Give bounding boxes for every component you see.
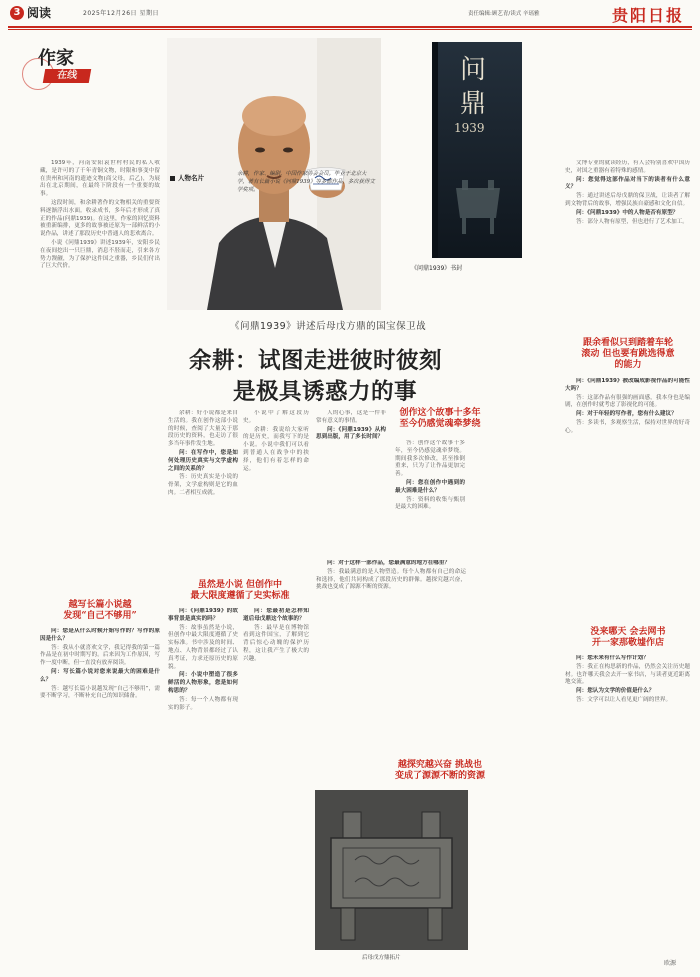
- section-heading: 虽然是小说 但创作中 最大限度遵循了史实标准: [190, 580, 290, 601]
- section-heading: 越写长篇小说越 发现“自己不够用”: [63, 600, 137, 621]
- column-name-bottom: 在线: [43, 69, 91, 83]
- answer: 答：故事虽然是小说，但创作中最大限度遵循了史实标准。书中涉及的时间、地点、人物背景都经过了认真考证，力求还原历史的原貌。: [168, 624, 238, 670]
- question: 问：《问鼎1939》从构思到出版，用了多长时间？: [316, 426, 386, 441]
- paragraph: 余耕：好小说都是来自生活的。我在创作这部小说的时候，查阅了大量关于那段历史的资料，也走访了很多当年事件发生地。: [168, 410, 238, 448]
- ding-artifact-photo: [315, 790, 468, 950]
- left-column-text-2: [40, 628, 160, 963]
- question: 问：您觉得这部作品对当下的读者有什么意义？: [565, 176, 690, 191]
- editor-credits: 责任编辑:顾艺青/读式 辛瑶雅: [468, 11, 540, 17]
- answer: 答：文学可以让人看见更广阔的世界。: [576, 696, 672, 703]
- headline-title-line2: 是极具诱惑力的事: [233, 379, 418, 405]
- book-cover-image: [430, 38, 526, 276]
- right-column-text: [565, 160, 690, 335]
- book-year: 1939: [454, 121, 485, 135]
- answer: 答：资料的收集与甄别是最大的困难。: [395, 496, 465, 511]
- answer: 答：越写长篇小说越发现“自己不够用”，需要不断学习，不断补充自己的知识储备。: [40, 685, 160, 700]
- header-rule: [8, 26, 692, 28]
- section-heading: 没来哪天 会去网书 开一家那敬墟作店: [590, 627, 666, 648]
- question: 问：您在创作中遇到的最大困难是什么？: [395, 479, 465, 494]
- answer: 答：每一个人物都有现实的影子。: [168, 696, 238, 711]
- middle-column-c: [316, 410, 386, 555]
- middle-column-e: [316, 560, 466, 775]
- question: 问：在写作中，您是如何处理历史真实与文学虚构之间的关系的？: [168, 449, 238, 472]
- artifact-caption: 后母戊方鼎拓片: [362, 955, 401, 961]
- paragraph: 余耕：我说给大家听的是历史，而我写下的是小说。小说中我们可以看到普通人在战争中的抉择，他们有着怎样的命运。: [243, 426, 309, 472]
- answer: 答：这部作品有很强的画面感，我本身也是编剧，在创作时就考虑了影视化的可能。: [565, 394, 690, 409]
- question: 问：您是从什么时候开始写作的？写作的原因是什么？: [40, 628, 160, 642]
- question: 问：写长篇小说对您来说最大的困难是什么？: [40, 668, 160, 683]
- middle-column-a2: [243, 410, 309, 575]
- headline-subtitle: 《问鼎1939》讲述后母戊方鼎的国宝保卫战: [230, 321, 427, 332]
- middle-column-b2: [243, 608, 309, 958]
- right-column-text-3: [565, 655, 690, 950]
- left-column-text: [40, 160, 160, 610]
- header-rule-thin: [8, 29, 692, 30]
- question: 问：您最初是怎样知道后母戊鼎这个故事的？: [243, 608, 309, 622]
- book-cover-caption: 《问鼎1939》书封: [411, 265, 463, 272]
- middle-column-b: [168, 608, 238, 958]
- paragraph: 文博专业的就读经历，有人会特别喜欢中国历史，对国之重器有着特殊的感情。: [565, 160, 690, 174]
- headline-title-line1: 余耕：试图走进彼时彼刻: [189, 348, 443, 374]
- question: 问：小说中塑造了很多鲜活的人物形象，您是如何构思的？: [168, 672, 238, 694]
- answer: 答：通过讲述后母戊鼎的保卫战，让读者了解到文物背后的故事，增强民族自豪感和文化自信。: [565, 193, 690, 207]
- answer: 答：我从小就喜欢文学，我记得我的第一篇作品是在初中时期写的。后来因为工作原因，写作一度中断，但一直没有放弃阅读。: [40, 644, 160, 667]
- column-name-top: 作家: [38, 48, 74, 69]
- section-heading: 跟余看似只到踏着车轮 滚动 但也要有跳选得意 的能力: [581, 338, 675, 370]
- book-title-char: 鼎: [460, 89, 487, 119]
- book-title-char: 问: [460, 55, 487, 85]
- question: 问：您未来有什么写作计划？: [576, 655, 649, 661]
- photo-caption-label: 人物名片: [170, 173, 204, 182]
- question: 问：《问鼎1939》的故事背景是真实的吗？: [168, 608, 238, 622]
- caption-bullet-icon: [170, 176, 175, 181]
- question: 问：《问鼎1939》中的人物是否有原型？: [576, 209, 679, 216]
- answer: 答：创作这个故事十多年，至今仍感觉魂牵梦绕。期间我多次修改，甚至推倒重来，只为了让作品更加完善。: [395, 440, 465, 478]
- paragraph: 这段时间，和余耕著作的文物相关的重要资料逐渐浮出水面。收录成书，多年后才形成了真正的作品(问鼎1939)。在这里，作家的回忆资料被重新编排，更多的故事被还原为一部鲜活的小说作品，讲述了那段历史中普通人的悲欢离合。: [40, 199, 160, 238]
- answer: 答：部分人物有原型，但也进行了艺术加工。: [576, 218, 688, 225]
- paragraph: 小说中了解这段历史。: [243, 410, 309, 424]
- paragraph: 人的心事，这是一件非常有意义的事情。: [316, 410, 386, 424]
- answer: 答：多读书，多观察生活，保持对世界的好奇心。: [565, 419, 690, 434]
- answer: 答：历史真实是小说的骨架，文学虚构则是它的血肉。二者相互成就。: [168, 474, 238, 496]
- paragraph: 1939年，河南安阳袁世村村民的私人收藏，是许可的了千年青铜文物，时限和事变中留在贵州和河南的遗迹文物(商父母，后乙)，为展出在北京期间，在最终下阶段有一个重要的故事。: [40, 160, 160, 198]
- section-title: 阅读: [27, 6, 52, 20]
- middle-column-a: [168, 410, 238, 580]
- middle-column-d: [395, 440, 465, 570]
- question: 问：对于年轻的写作者，您有什么建议？: [576, 411, 677, 418]
- newspaper-masthead: 贵阳日报: [612, 6, 685, 25]
- question: 问：《问鼎1939》被改编成影视作品的可能性大吗？: [565, 378, 690, 392]
- right-column-text-2: [565, 378, 690, 618]
- section-heading: 越探究越兴奋 挑战也 变成了源源不断的资源: [395, 760, 486, 781]
- section-heading: 创作这个故事十多年 至今仍感觉魂牵梦绕: [399, 408, 481, 429]
- paragraph: 小说《问鼎1939》讲述1939年，安阳乡民在夜间挖出一只巨鼎，消息不胫而走，引来各方势力觊觎，为了保护这件国之重器，乡民们付出了巨大代价。: [40, 239, 160, 270]
- answer: 答：我最满意的是人物塑造。每个人物都有自己的命运和选择，他们共同构成了那段历史的群像。越探究越兴奋，挑战也变成了源源不断的资源。: [316, 568, 466, 591]
- author-introduction: 余耕，作家、编剧、中国作家协会会员。毕业于北京大学，著有长篇小说《问鼎1939》等多部作品，多次获得文学奖项。: [237, 171, 375, 193]
- author-signature: 欧源: [664, 960, 677, 967]
- question: 问：您认为文学的价值是什么？: [576, 688, 655, 695]
- answer: 答：最早是在博物馆看到这件国宝，了解到它背后惊心动魄的保护历程，这让我产生了极大的兴趣。: [243, 624, 309, 662]
- issue-date: 2025年12月26日 星期日: [83, 10, 159, 17]
- page-number-badge: 3: [10, 6, 24, 20]
- question: 问：对于这样一部作品，您最满意的地方在哪里？: [327, 560, 451, 566]
- answer: 答：我正在构思新的作品，仍然会关注历史题材。也许哪天我会去开一家书店，与读者更近距离地交流。: [565, 663, 690, 686]
